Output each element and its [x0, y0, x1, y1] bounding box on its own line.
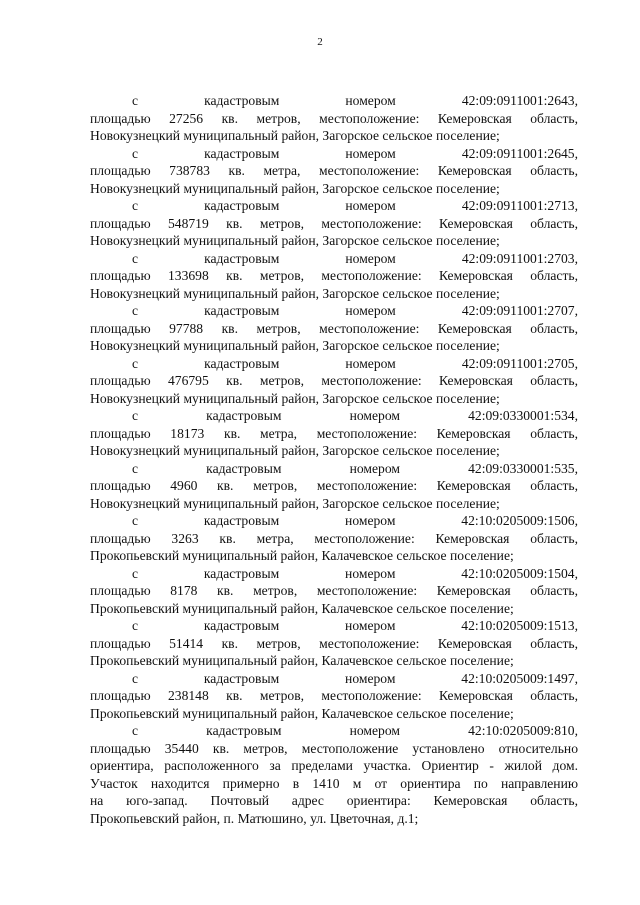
cadastral-entry	[90, 722, 578, 827]
entry-line: площадью 476795 кв. метров, местоположение: Кемеровская область,	[90, 373, 578, 388]
entry-first-line: с кадастровым номером 42:10:0205009:810,	[132, 723, 578, 738]
entry-last-line: Новокузнецкий муниципальный район, Загорское сельское поселение;	[90, 495, 500, 511]
cadastral-entry	[90, 197, 578, 250]
entry-last-line: Новокузнецкий муниципальный район, Загорское сельское поселение;	[90, 233, 500, 248]
cadastral-entry	[90, 565, 578, 618]
entry-last-line: Новокузнецкий муниципальный район, Загорское сельское поселение;	[90, 338, 500, 353]
entry-first-line: с кадастровым номером 42:09:0330001:535,	[132, 460, 578, 476]
entry-last-line: Прокопьевский муниципальный район, Калачевское сельское поселение;	[90, 705, 514, 721]
cadastral-entry	[90, 407, 578, 460]
entry-line: площадью 27256 кв. метров, местоположение: Кемеровская область,	[90, 110, 578, 126]
entry-line: площадью 35440 кв. метров, местоположение установлено относительно	[90, 740, 578, 756]
cadastral-entry	[90, 512, 578, 565]
entry-first-line: с кадастровым номером 42:09:0911001:2705,	[132, 355, 578, 371]
entry-last-line: Новокузнецкий муниципальный район, Загорское сельское поселение;	[90, 390, 500, 406]
entry-line: площадью 4960 кв. метров, местоположение: Кемеровская область,	[90, 478, 578, 493]
entry-first-line: с кадастровым номером 42:09:0911001:2707,	[132, 303, 578, 318]
entry-line: площадью 3263 кв. метра, местоположение: Кемеровская область,	[90, 530, 578, 546]
entry-line: площадью 97788 кв. метров, местоположение: Кемеровская область,	[90, 320, 578, 336]
entry-last-line: Новокузнецкий муниципальный район, Загорское сельское поселение;	[90, 180, 500, 196]
entry-last-line: Новокузнецкий муниципальный район, Загорское сельское поселение;	[90, 128, 500, 143]
entry-last-line: Новокузнецкий муниципальный район, Загорское сельское поселение;	[90, 285, 500, 301]
entry-line: площадью 18173 кв. метра, местоположение: Кемеровская область,	[90, 425, 578, 441]
entry-last-line: Прокопьевский муниципальный район, Калачевское сельское поселение;	[90, 653, 514, 668]
cadastral-entry	[90, 250, 578, 303]
entry-last-line: Прокопьевский район, п. Матюшино, ул. Цветочная, д.1;	[90, 810, 419, 826]
entry-line: площадью 133698 кв. метров, местоположение: Кемеровская область,	[90, 268, 578, 283]
entry-first-line: с кадастровым номером 42:10:0205009:1513,	[132, 618, 578, 633]
cadastral-entry	[90, 670, 578, 723]
entry-line: ориентира, расположенного за пределами участка. Ориентир - жилой дом.	[90, 758, 578, 773]
cadastral-entry	[90, 92, 578, 145]
entry-first-line: с кадастровым номером 42:09:0911001:2703,	[132, 250, 578, 266]
cadastral-entry	[90, 460, 578, 513]
entry-first-line: с кадастровым номером 42:09:0330001:534,	[132, 408, 578, 423]
entry-line: площадью 51414 кв. метров, местоположение: Кемеровская область,	[90, 635, 578, 651]
entry-first-line: с кадастровым номером 42:09:0911001:2645,	[132, 145, 578, 161]
entry-first-line: с кадастровым номером 42:09:0911001:2713,	[132, 198, 578, 213]
entry-line: на юго-запад. Почтовый адрес ориентира: Кемеровская область,	[90, 793, 578, 808]
document-body	[90, 92, 578, 827]
cadastral-entry	[90, 355, 578, 408]
cadastral-entry	[90, 617, 578, 670]
entry-first-line: с кадастровым номером 42:10:0205009:1506,	[132, 513, 578, 528]
entry-line: Участок находится примерно в 1410 м от ориентира по направлению	[90, 775, 578, 791]
cadastral-entry	[90, 145, 578, 198]
entry-first-line: с кадастровым номером 42:09:0911001:2643,	[132, 93, 578, 108]
entry-last-line: Прокопьевский муниципальный район, Калачевское сельское поселение;	[90, 548, 514, 563]
entry-first-line: с кадастровым номером 42:10:0205009:1504,	[132, 565, 578, 581]
entry-first-line: с кадастровым номером 42:10:0205009:1497,	[132, 670, 578, 686]
entry-line: площадью 8178 кв. метров, местоположение: Кемеровская область,	[90, 583, 578, 598]
cadastral-entry	[90, 302, 578, 355]
entry-line: площадью 548719 кв. метров, местоположение: Кемеровская область,	[90, 215, 578, 231]
entry-line: площадью 738783 кв. метра, местоположение: Кемеровская область,	[90, 163, 578, 178]
entry-last-line: Новокузнецкий муниципальный район, Загорское сельское поселение;	[90, 443, 500, 458]
page-number: 2	[317, 36, 323, 48]
entry-last-line: Прокопьевский муниципальный район, Калачевское сельское поселение;	[90, 600, 514, 616]
entry-line: площадью 238148 кв. метров, местоположение: Кемеровская область,	[90, 688, 578, 703]
